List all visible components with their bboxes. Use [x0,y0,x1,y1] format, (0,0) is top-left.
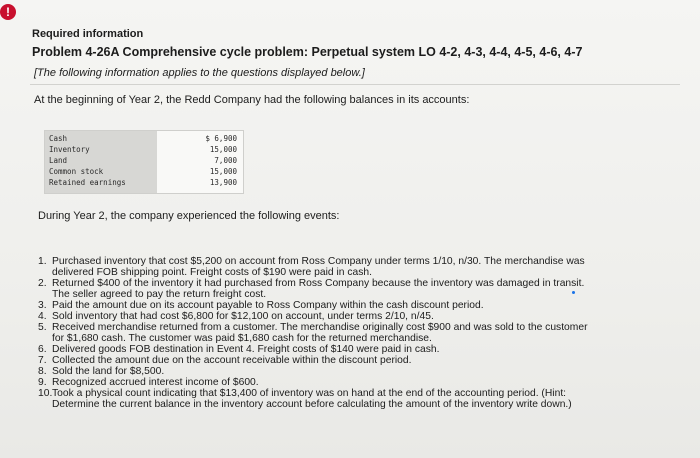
event-item [38,256,688,278]
event-item [38,366,688,377]
balance-label: Common stock [49,167,104,176]
event-item [38,344,688,355]
alert-icon[interactable]: ! [0,4,16,20]
event-number: 7. [38,355,47,366]
events-list [38,256,688,410]
event-text: Received merchandise returned from a customer. The merchandise originally cost $900 and was sold to the customer [52,322,588,333]
event-number: 5. [38,322,47,333]
event-item [38,388,688,410]
event-item [38,311,688,322]
event-text: Paid the amount due on its account payable to Ross Company within the cash discount period. [52,300,484,311]
problem-title: Problem 4-26A Comprehensive cycle problem: Perpetual system LO 4-2, 4-3, 4-4, 4-5, 4-6, 4-7 [32,45,583,59]
event-text-continued: delivered FOB shipping point. Freight costs of $190 were paid in cash. [52,267,372,278]
balance-label: Cash [49,134,68,143]
balance-amount: $ 6,900 [205,134,237,143]
event-number: 9. [38,377,47,388]
balance-amount: 15,000 [209,167,237,176]
balance-row [45,178,243,188]
event-text-continued: The seller agreed to pay the return freight cost. [52,289,267,300]
event-item [38,278,688,300]
balances-table [44,130,244,194]
event-number: 10. [38,388,53,399]
event-item [38,322,688,344]
balance-row [45,134,243,144]
event-text: Sold the land for $8,500. [52,366,165,377]
balance-row [45,156,243,166]
event-item [38,377,688,388]
balance-amount: 15,000 [209,145,237,154]
events-heading: During Year 2, the company experienced the following events: [38,210,340,222]
event-number: 4. [38,311,47,322]
event-item [38,355,688,366]
divider [30,84,680,85]
intro-text: At the beginning of Year 2, the Redd Company had the following balances in its accounts: [34,94,470,106]
event-text: Purchased inventory that cost $5,200 on account from Ross Company under terms 1/10, n/30. The merchandise was [52,256,585,267]
event-number: 2. [38,278,47,289]
event-text: Collected the amount due on the account receivable within the discount period. [52,355,412,366]
event-text-continued: for $1,680 cash. The customer was paid $1,680 cash for the returned merchandise. [52,333,432,344]
balance-label: Land [49,156,68,165]
event-text-continued: Determine the current balance in the inventory account before calculating the amount of the inventory write down.) [52,399,572,410]
balance-label: Retained earnings [49,178,126,187]
event-number: 1. [38,256,47,267]
event-text: Delivered goods FOB destination in Event 4. Freight costs of $140 were paid in cash. [52,344,440,355]
balance-row [45,145,243,155]
event-text: Sold inventory that had cost $6,800 for $12,100 on account, under terms 2/10, n/45. [52,311,434,322]
instructions-note: [The following information applies to the questions displayed below.] [34,67,365,79]
balance-label: Inventory [49,145,90,154]
event-text: Took a physical count indicating that $13,400 of inventory was on hand at the end of the accounting period. (Hint: [52,388,567,399]
event-text: Returned $400 of the inventory it had purchased from Ross Company because the inventory was damaged in transit. [52,278,585,289]
cursor-dot-icon [572,291,575,294]
event-number: 8. [38,366,47,377]
balance-amount: 13,900 [209,178,237,187]
event-number: 6. [38,344,47,355]
event-item [38,300,688,311]
balance-row [45,167,243,177]
balance-amount: 7,000 [214,156,237,165]
required-information-heading: Required information [32,28,144,40]
event-text: Recognized accrued interest income of $600. [52,377,259,388]
event-number: 3. [38,300,47,311]
